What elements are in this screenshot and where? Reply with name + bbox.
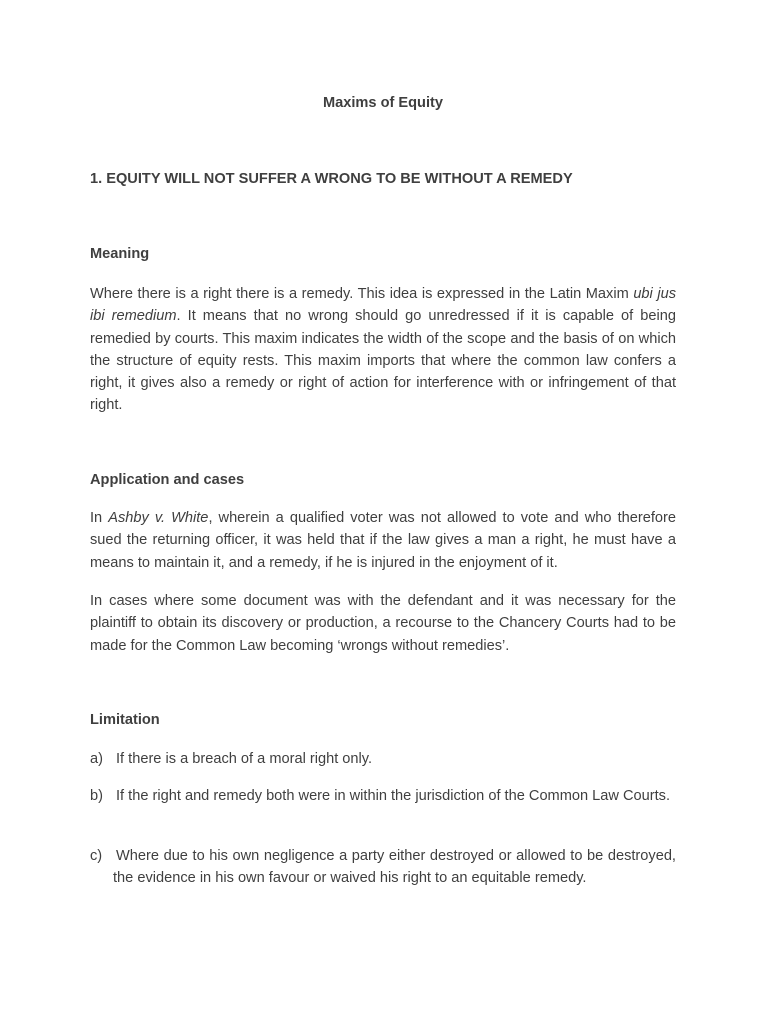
application-heading: Application and cases (90, 472, 245, 488)
list-marker: c) (90, 848, 103, 864)
limitation-text: If there is a breach of a moral right only. (116, 751, 373, 767)
limitation-text: If the right and remedy both were in within the jurisdiction of the Common Law Courts. (116, 788, 671, 804)
application-text: , wherein a qualified voter was not allowed to vote and who therefore sued the returning officer, it was held that if the law gives a man a right, he must have a means to maintain it, and a remedy, if he is injured in the enjoyment of it. (90, 510, 676, 571)
application-paragraph-1 (90, 507, 676, 574)
meaning-paragraph (90, 283, 676, 417)
latin-maxim: ubi jus ibi remedium (90, 286, 676, 325)
limitation-item-b (90, 785, 676, 807)
document-title: Maxims of Equity (322, 95, 443, 111)
limitation-item-c (90, 845, 676, 890)
meaning-text-start: Where there is a right there is a remedy. This idea is expressed in the Latin Maxim (90, 286, 634, 302)
meaning-text-end: . It means that no wrong should go unredressed if it is capable of being remedied by courts. This maxim indicates the width of the scope and the basis of on which the structure of equity rests. This maxim imports that where the common law confers a right, it gives also a remedy or right of action for interference with or infringement of that right. (90, 308, 676, 414)
application-paragraph-2: In cases where some document was with the defendant and it was necessary for the plaintiff to obtain its discovery or production, a recourse to the Chancery Courts had to be made for the Common Law becoming ‘wrongs without remedies’. (90, 593, 676, 654)
application-prefix: In (90, 510, 109, 526)
meaning-heading: Meaning (90, 246, 150, 262)
list-marker: b) (90, 788, 103, 804)
section-heading: 1. EQUITY WILL NOT SUFFER A WRONG TO BE WITHOUT A REMEDY (90, 171, 573, 187)
list-marker: a) (90, 751, 103, 767)
case-name: Ashby v. White (108, 510, 209, 526)
limitation-item-a (90, 748, 676, 770)
limitation-text: Where due to his own negligence a party either destroyed or allowed to be destroyed, the evidence in his own favour or waived his right to an equitable remedy. (113, 848, 676, 887)
limitation-heading: Limitation (90, 712, 160, 728)
